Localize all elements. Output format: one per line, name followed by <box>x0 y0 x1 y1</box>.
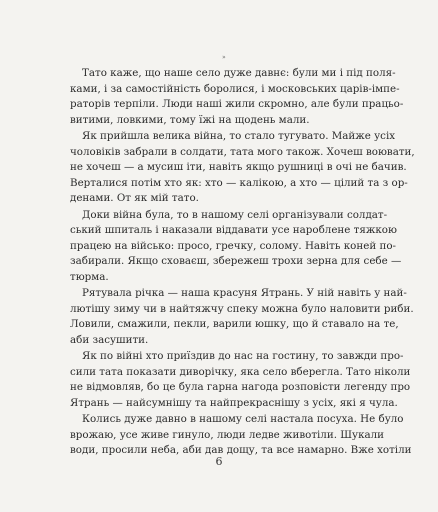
text-line: ський шпиталь і наказали віддавати усе нароблене тяжкою <box>70 224 397 236</box>
text-line: Тато каже, що наше село дуже давнє: були ми і під поля- <box>82 67 396 79</box>
text-line: Доки війна була, то в нашому селі організували солдат- <box>82 208 388 221</box>
paragraph-3 <box>70 208 402 286</box>
text-line: ками, і за самостійність боролися, і московських царів-імпе- <box>70 82 400 95</box>
text-line: денами. От як мій тато. <box>70 192 199 204</box>
text-line: Як прийшла велика війна, то стало тугувато. Майже усіх <box>82 130 396 142</box>
text-line: раторів терпіли. Люди наші жили скромно, але були працьо- <box>70 98 404 110</box>
text-line: сили тата показати диворічку, яка село вберегла. Тато ніколи <box>70 365 411 378</box>
text-line: Ятрань — найсумнішу та найпрекраснішу з усіх, які я чула. <box>70 396 398 409</box>
text-line: чоловіків забрали в солдати, тата мого також. Хочеш воювати, <box>70 145 415 158</box>
page-text <box>70 66 415 459</box>
text-line: врожаю, усе живе гинуло, люди ледве животіли. Шукали <box>70 428 385 441</box>
paragraph-6 <box>70 412 412 459</box>
paragraph-1 <box>70 66 404 128</box>
text-line: Колись дуже давно в нашому селі настала посуха. Не було <box>82 413 404 425</box>
text-line: аби засушити. <box>70 333 149 346</box>
text-line: витими, ловкими, тому їжі на щодень мали. <box>70 113 310 126</box>
text-line: тюрма. <box>70 270 109 283</box>
paragraph-5 <box>70 349 411 411</box>
text-line: Ловили, смажили, пекли, варили юшку, що й ставало на те, <box>70 318 399 330</box>
text-line: працею на військо: просо, гречку, солому. Навіть коней по- <box>70 239 396 252</box>
text-line: Верталися потім хто як: хто — калікою, а хто — цілий та з ор- <box>70 176 408 189</box>
page-number: 6 <box>215 455 223 468</box>
top-mark: » <box>222 54 226 61</box>
text-line: не хочеш — а мусиш іти, навіть якщо рушниці в очі не бачив. <box>70 161 407 173</box>
text-line: води, просили неба, аби дав дощу, та все намарно. Вже хотіли <box>70 444 412 456</box>
paragraph-4 <box>70 286 414 348</box>
text-line: не відмовляв, бо це була гарна нагода розповісти легенду про <box>70 381 411 393</box>
text-line: забирали. Якщо сховаєш, збережеш трохи зерна для себе — <box>70 255 402 267</box>
text-line: Як по війні хто приїздив до нас на гостину, то завжди про- <box>82 350 404 362</box>
text-line: Рятувала річка — наша красуня Ятрань. У ній навіть у най- <box>82 287 407 299</box>
paragraph-2 <box>70 129 415 207</box>
text-line: лютішу зиму чи в найтяжчу спеку можна було наловити риби. <box>70 302 414 315</box>
